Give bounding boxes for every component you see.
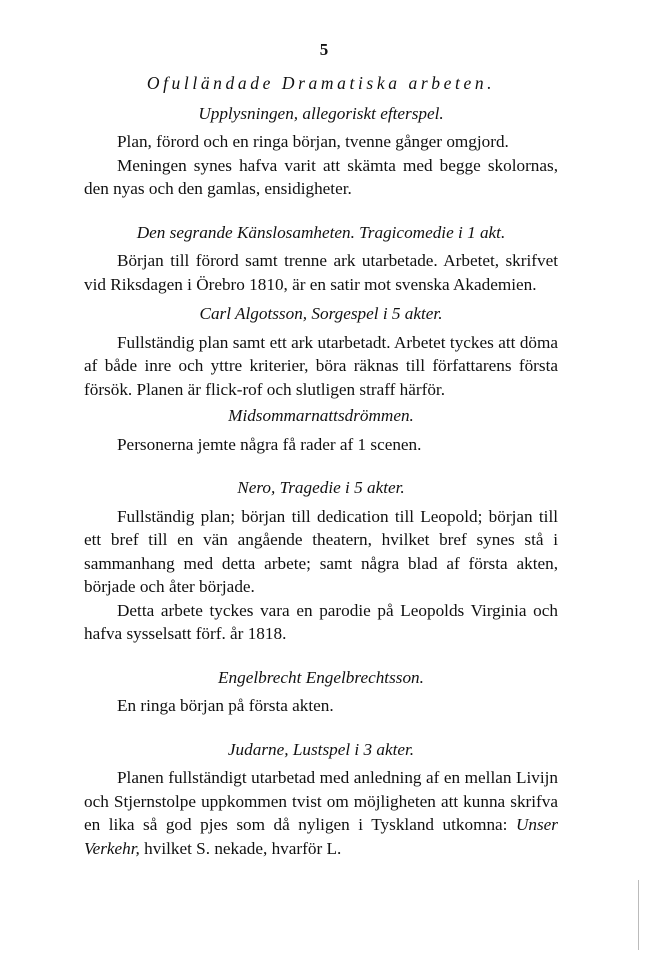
paragraph: [84, 766, 558, 860]
section-midsommarnattsdrommen: [84, 404, 558, 456]
page-number: 5: [319, 40, 329, 59]
paragraph-text: Planen fullständigt utarbetad med anledning af en mellan Livijn och Stjernstolpe uppkommen tvist om möjligheten att kunna skrifva en lika så god pjes som då nyligen i Tyskland utkomna:: [84, 768, 558, 834]
paragraph: Detta arbete tyckes vara en parodie på Leopolds Virginia och hafva sysselsatt förf. år 1818.: [84, 600, 558, 643]
paragraph: Plan, förord och en ringa början, tvenne gånger omgjord.: [117, 132, 509, 151]
page-edge-line: [638, 880, 639, 950]
section-heading: Upplysningen, allegoriskt efterspel.: [198, 103, 444, 123]
section-engelbrecht: [84, 666, 558, 718]
paragraph: En ringa början på första akten.: [117, 696, 334, 715]
section-nero: [84, 476, 558, 646]
paragraph: Personerna jemte några få rader af 1 scenen.: [117, 434, 422, 454]
paragraph: Början till förord samt trenne ark utarbetade. Arbetet, skrifvet vid Riksdagen i Örebro 1810, är en satir mot svenska Akademien.: [84, 251, 558, 294]
section-carl-algotsson: [84, 302, 558, 401]
section-upplysningen: [84, 102, 558, 201]
section-heading: Nero, Tragedie i 5 akter.: [237, 478, 405, 497]
section-heading: Carl Algotsson, Sorgespel i 5 akter.: [199, 304, 443, 323]
section-heading: Den segrande Känslosamheten. Tragicomedie i 1 akt.: [136, 222, 506, 242]
main-title: Ofulländade Dramatiska arbeten.: [146, 73, 496, 93]
text-body: [84, 72, 558, 860]
section-judarne: [84, 738, 558, 861]
paragraph: Fullständig plan; början till dedication till Leopold; början till ett bref till en vän angående theatern, hvilket bref synes stå i sammanhang med detta arbete; samt några blad af första akten, började och åter började.: [84, 506, 558, 596]
paragraph-tail: hvilket S. nekade, hvarför L.: [144, 838, 342, 858]
section-den-segrande: [84, 221, 558, 297]
section-heading: Midsommarnattsdrömmen.: [228, 406, 414, 425]
section-heading: Judarne, Lustspel i 3 akter.: [227, 739, 415, 759]
paragraph: Fullständig plan samt ett ark utarbetadt. Arbetet tyckes att döma af både inre och yttre kriterier, böra räknas till författarens första försök. Planen är flick-rof och slutligen straff härför.: [84, 332, 558, 399]
paragraph: Meningen synes hafva varit att skämta med begge skolornas, den nyas och den gamlas, ensidigheter.: [84, 155, 558, 198]
section-heading: Engelbrecht Engelbrechtsson.: [218, 667, 424, 687]
work-title-italic: Unser Verkehr,: [84, 815, 558, 858]
